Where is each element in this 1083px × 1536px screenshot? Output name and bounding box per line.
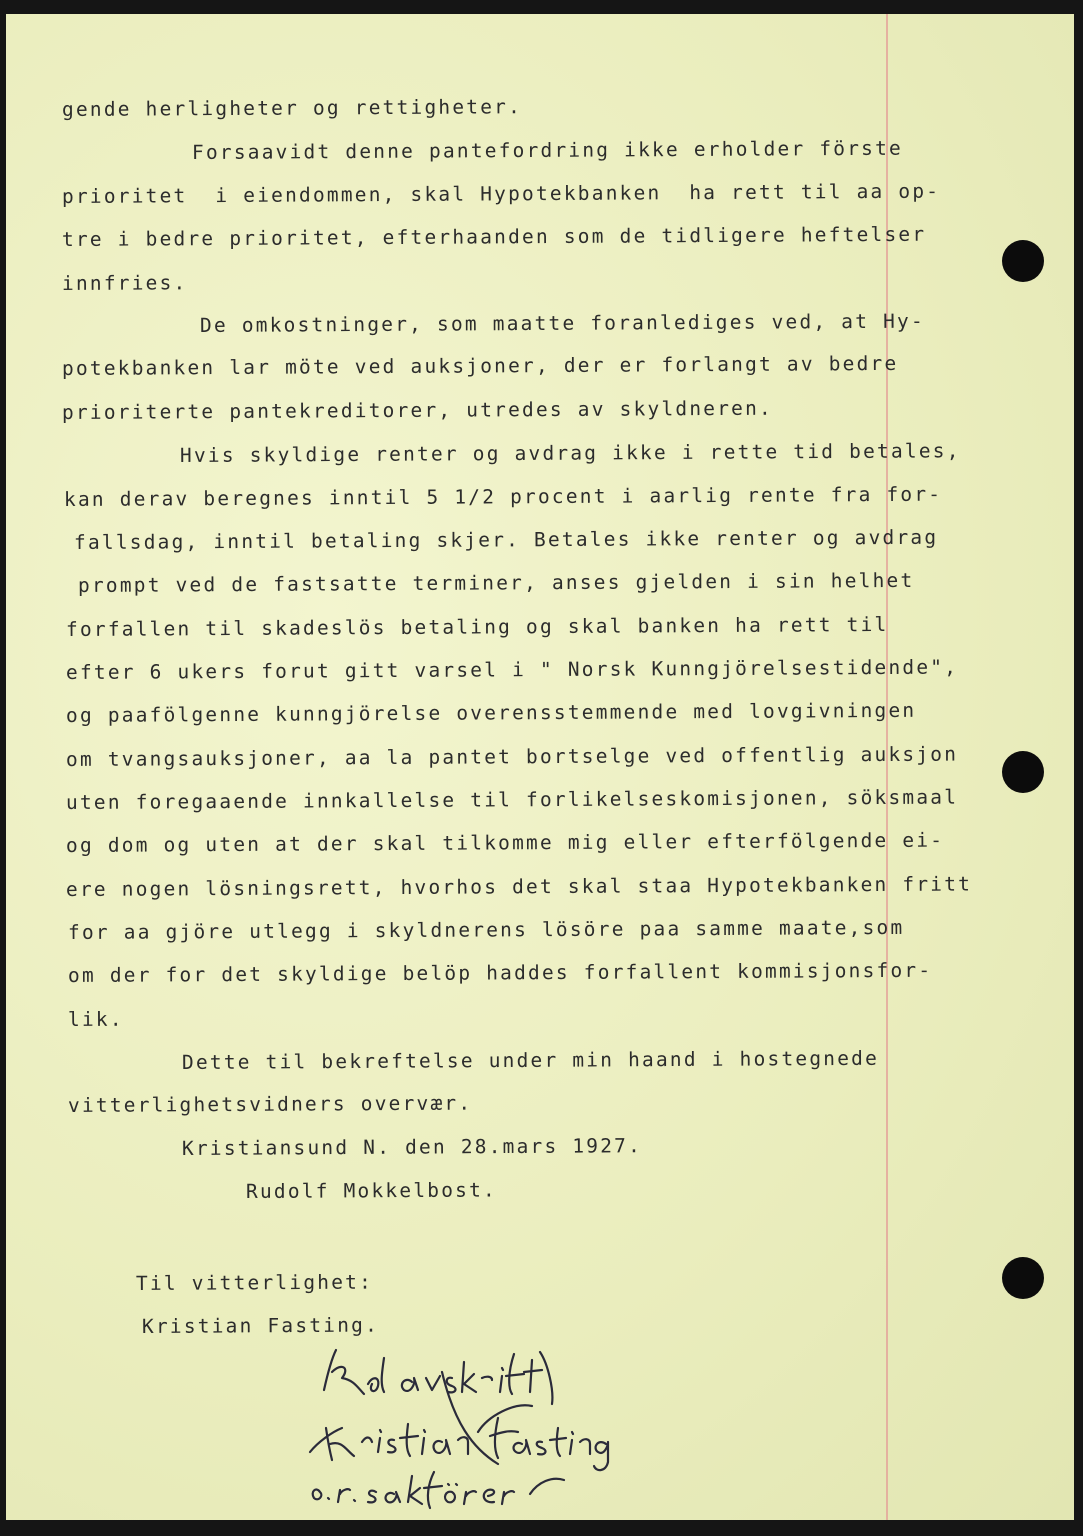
text-line: prompt ved de fastsatte terminer, anses gjelden i sin helhet [77,568,915,597]
date-line: Kristiansund N. den 28.mars 1927. [181,1134,643,1160]
punch-hole [1002,240,1044,282]
text-line: fallsdag, inntil betaling skjer. Betales ikke renter og avdrag [73,525,939,554]
punch-hole [1002,751,1044,793]
text-line: om der for det skyldige belöp haddes forfallent kommisjonsfor- [67,958,933,987]
text-line: uten foregaaende innkallelse til forlikelseskomisjonen, söksmaal [65,785,959,814]
text-line: vitterlighetsvidners overvær. [67,1091,473,1117]
handwritten-signature [302,1332,622,1512]
text-line: prioritet i eiendommen, skal Hypotekbanken ha rett til aa op- [61,179,941,208]
text-line: for aa gjöre utlegg i skyldnerens lösöre paa samme maate,som [67,915,905,944]
text-line: De omkostninger, som maatte foranlediges ved, at Hy- [199,309,925,337]
text-line: ere nogen lösningsrett, hvorhos det skal staa Hypotekbanken fritt [65,872,973,901]
text-line: og dom og uten at der skal tilkomme mig eller efterfölgende ei- [65,828,945,857]
text-line: potekbanken lar möte ved auksjoner, der er forlangt av bedre [61,351,899,380]
text-line: forfallen til skadeslös betaling og skal banken ha rett til [65,612,889,641]
text-line: kan derav beregnes inntil 5 1/2 procent i aarlig rente fra for- [63,482,943,511]
text-line: Hvis skyldige renter og avdrag ikke i rette tid betales, [179,439,961,467]
text-line: efter 6 ukers forut gitt varsel i " Norsk Kunngjörelsestidende", [65,655,959,684]
text-line: tre i bedre prioritet, efterhaanden som de tidligere heftelser [61,222,927,251]
text-line: om tvangsauksjoner, aa la pantet bortselge ved offentlig auksjon [65,742,959,771]
text-line: og paafölgenne kunngjörelse overensstemmende med lovgivningen [65,698,917,727]
witness-heading: Til vitterlighet: [135,1270,374,1295]
document-page [6,14,1074,1520]
text-line: innfries. [61,271,188,295]
text-line: Dette til bekreftelse under min haand i hostegnede [181,1046,880,1074]
text-line: gende herligheter og rettigheter. [61,95,523,121]
punch-hole [1002,1257,1044,1299]
text-line: Forsaavidt denne pantefordring ikke erholder förste [191,136,904,164]
signatory-name: Rudolf Mokkelbost. [245,1178,497,1203]
text-line: prioriterte pantekreditorer, utredes av skyldneren. [61,396,774,424]
witness-name: Kristian Fasting. [141,1313,380,1338]
text-line: lik. [67,1007,124,1031]
